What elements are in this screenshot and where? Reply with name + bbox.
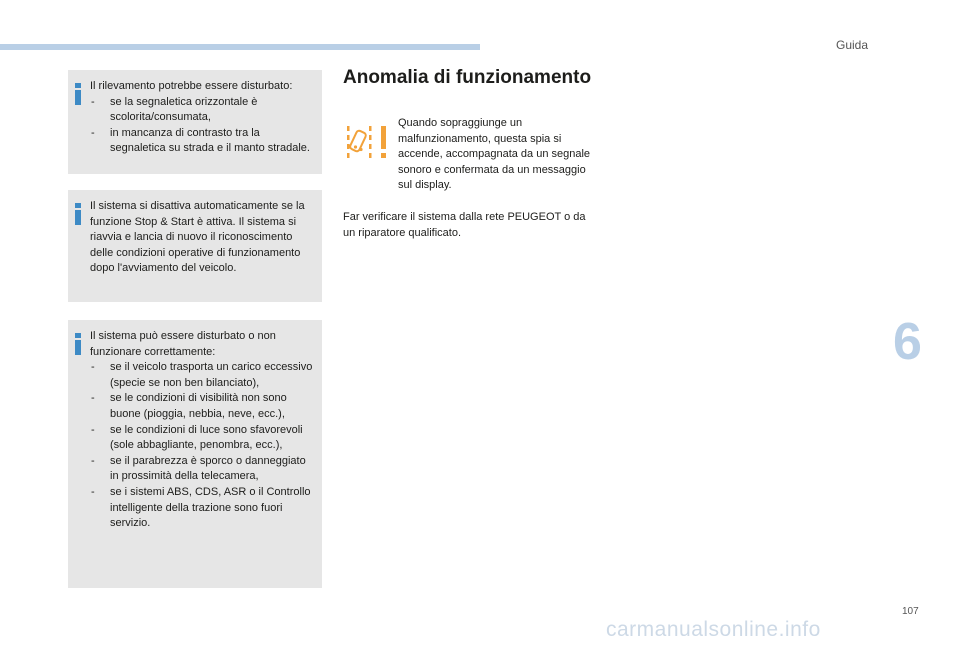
warning-light-description: Quando sopraggiunge un malfunzionamento, questa spia si accende, accompagnata da un segnale sonoro e confermata da un messaggio sul display. (398, 117, 591, 192)
info-box-list (90, 95, 314, 157)
info-icon (74, 203, 82, 225)
section-label: Guida (836, 38, 869, 52)
list-item: - se le condizioni di luce sono sfavorevoli (sole abbagliante, penombra, ecc.), (91, 423, 303, 452)
list-item: - se i sistemi ABS, CDS, ASR o il Controllo intelligente della trazione sono fuori servizio. (91, 485, 311, 530)
info-box-intro: Il rilevamento potrebbe essere disturbato: (90, 80, 293, 92)
lane-warning-icon (343, 122, 391, 162)
info-icon (74, 333, 82, 355)
info-box-intro: Il sistema può essere disturbato o non funzionare correttamente: (90, 330, 276, 358)
watermark-text: carmanualsonline.info (606, 618, 821, 641)
list-item: - se la segnaletica orizzontale è scolorita/consumata, (91, 95, 258, 124)
list-item: - se il parabrezza è sporco o danneggiato in prossimità della telecamera, (91, 454, 306, 483)
list-item: - se il veicolo trasporta un carico eccessivo (specie se non ben bilanciato), (91, 361, 313, 389)
page-number: 107 (902, 606, 919, 617)
info-box-detection (68, 70, 322, 174)
list-item: - in mancanza di contrasto tra la segnaletica su strada e il manto stradale. (91, 126, 310, 155)
info-box-text: Il sistema si disattiva automaticamente se la funzione Stop & Start è attiva. Il sistema si riavvia e lancia di nuovo il riconoscimento delle condizioni operative di funzionamento dopo l'avviamento del veicolo. (90, 200, 305, 275)
header-accent-bar (0, 44, 480, 50)
info-box-list (90, 360, 314, 532)
section-heading: Anomalia di funzionamento (343, 67, 592, 88)
info-box-disturbances (68, 320, 322, 588)
chapter-number: 6 (893, 313, 922, 371)
info-icon (74, 83, 82, 105)
service-instruction: Far verificare il sistema dalla rete PEUGEOT o da un riparatore qualificato. (343, 211, 586, 239)
info-box-stop-start (68, 190, 322, 302)
list-item: - se le condizioni di visibilità non sono buone (pioggia, nebbia, neve, ecc.), (91, 392, 287, 420)
